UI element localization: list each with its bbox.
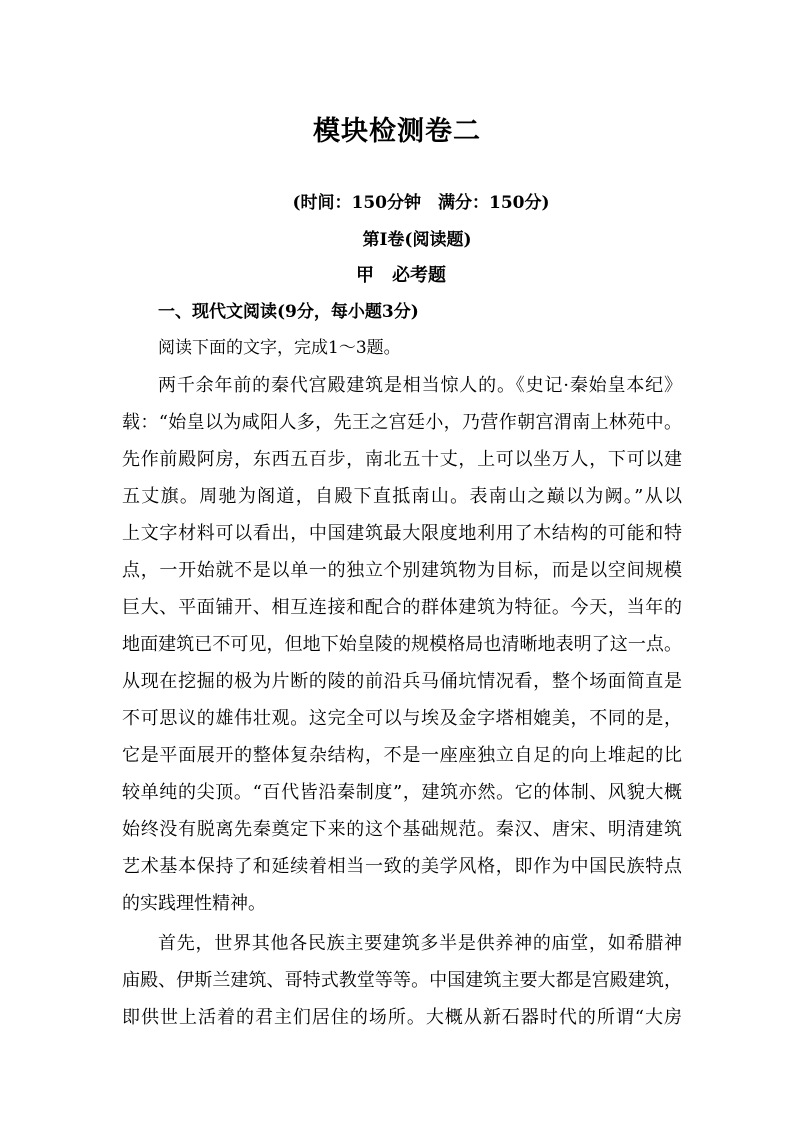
volume-heading: 第Ⅰ卷(阅读题) xyxy=(362,230,472,250)
text-line: 较单纯的尖顶。“百代皆沿秦制度”，建筑亦然。它的体制、风貌大概 xyxy=(122,782,682,803)
reading-instruction: 阅读下面的文字，完成1～3题。 xyxy=(158,338,401,358)
text-line: 两千余年前的秦代宫殿建筑是相当惊人的。《史记·秦始皇本纪》 xyxy=(158,375,682,396)
section-heading: 甲 必考题 xyxy=(356,265,446,286)
paragraph-1 xyxy=(122,367,682,922)
time-score-info: (时间：150分钟 满分：150分) xyxy=(292,193,550,213)
text-line: 不可思议的雄伟壮观。这完全可以与埃及金字塔相媲美，不同的是， xyxy=(122,708,682,729)
text-line: 即供世上活着的君主们居住的场所。大概从新石器时代的所谓“大房 xyxy=(122,1007,682,1028)
text-line: 先作前殿阿房，东西五百步，南北五十丈，上可以坐万人，下可以建 xyxy=(122,449,682,470)
text-line: 巨大、平面铺开、相互连接和配合的群体建筑为特征。今天，当年的 xyxy=(122,597,682,618)
text-line: 地面建筑已不可见，但地下始皇陵的规模格局也清晰地表明了这一点。 xyxy=(122,634,682,655)
text-line: 它是平面展开的整体复杂结构，不是一座座独立自足的向上堆起的比 xyxy=(122,745,682,766)
text-line: 载：“始皇以为咸阳人多，先王之宫廷小，乃营作朝宫渭南上林苑中。 xyxy=(122,412,682,433)
text-line: 艺术基本保持了和延续着相当一致的美学风格，即作为中国民族特点 xyxy=(122,856,682,877)
text-line: 庙殿、伊斯兰建筑、哥特式教堂等等。中国建筑主要大都是宫殿建筑， xyxy=(122,970,682,991)
text-line: 首先，世界其他各民族主要建筑多半是供养神的庙堂，如希腊神 xyxy=(158,933,682,954)
text-line: 点，一开始就不是以单一的独立个别建筑物为目标，而是以空间规模 xyxy=(122,560,682,581)
text-line: 的实践理性精神。 xyxy=(122,893,266,914)
text-line: 始终没有脱离先秦奠定下来的这个基础规范。秦汉、唐宋、明清建筑 xyxy=(122,819,682,840)
reading-passage xyxy=(122,367,682,1036)
text-line: 五丈旗。周驰为阁道，自殿下直抵南山。表南山之巅以为阙。”从以 xyxy=(122,486,682,507)
part-heading: 一、现代文阅读(9分，每小题3分) xyxy=(158,302,419,322)
text-line: 上文字材料可以看出，中国建筑最大限度地利用了木结构的可能和特 xyxy=(122,523,682,544)
paragraph-2 xyxy=(122,925,682,1036)
exam-title: 模块检测卷二 xyxy=(313,116,481,147)
text-line: 从现在挖掘的极为片断的陵的前沿兵马俑坑情况看，整个场面简直是 xyxy=(122,671,682,692)
